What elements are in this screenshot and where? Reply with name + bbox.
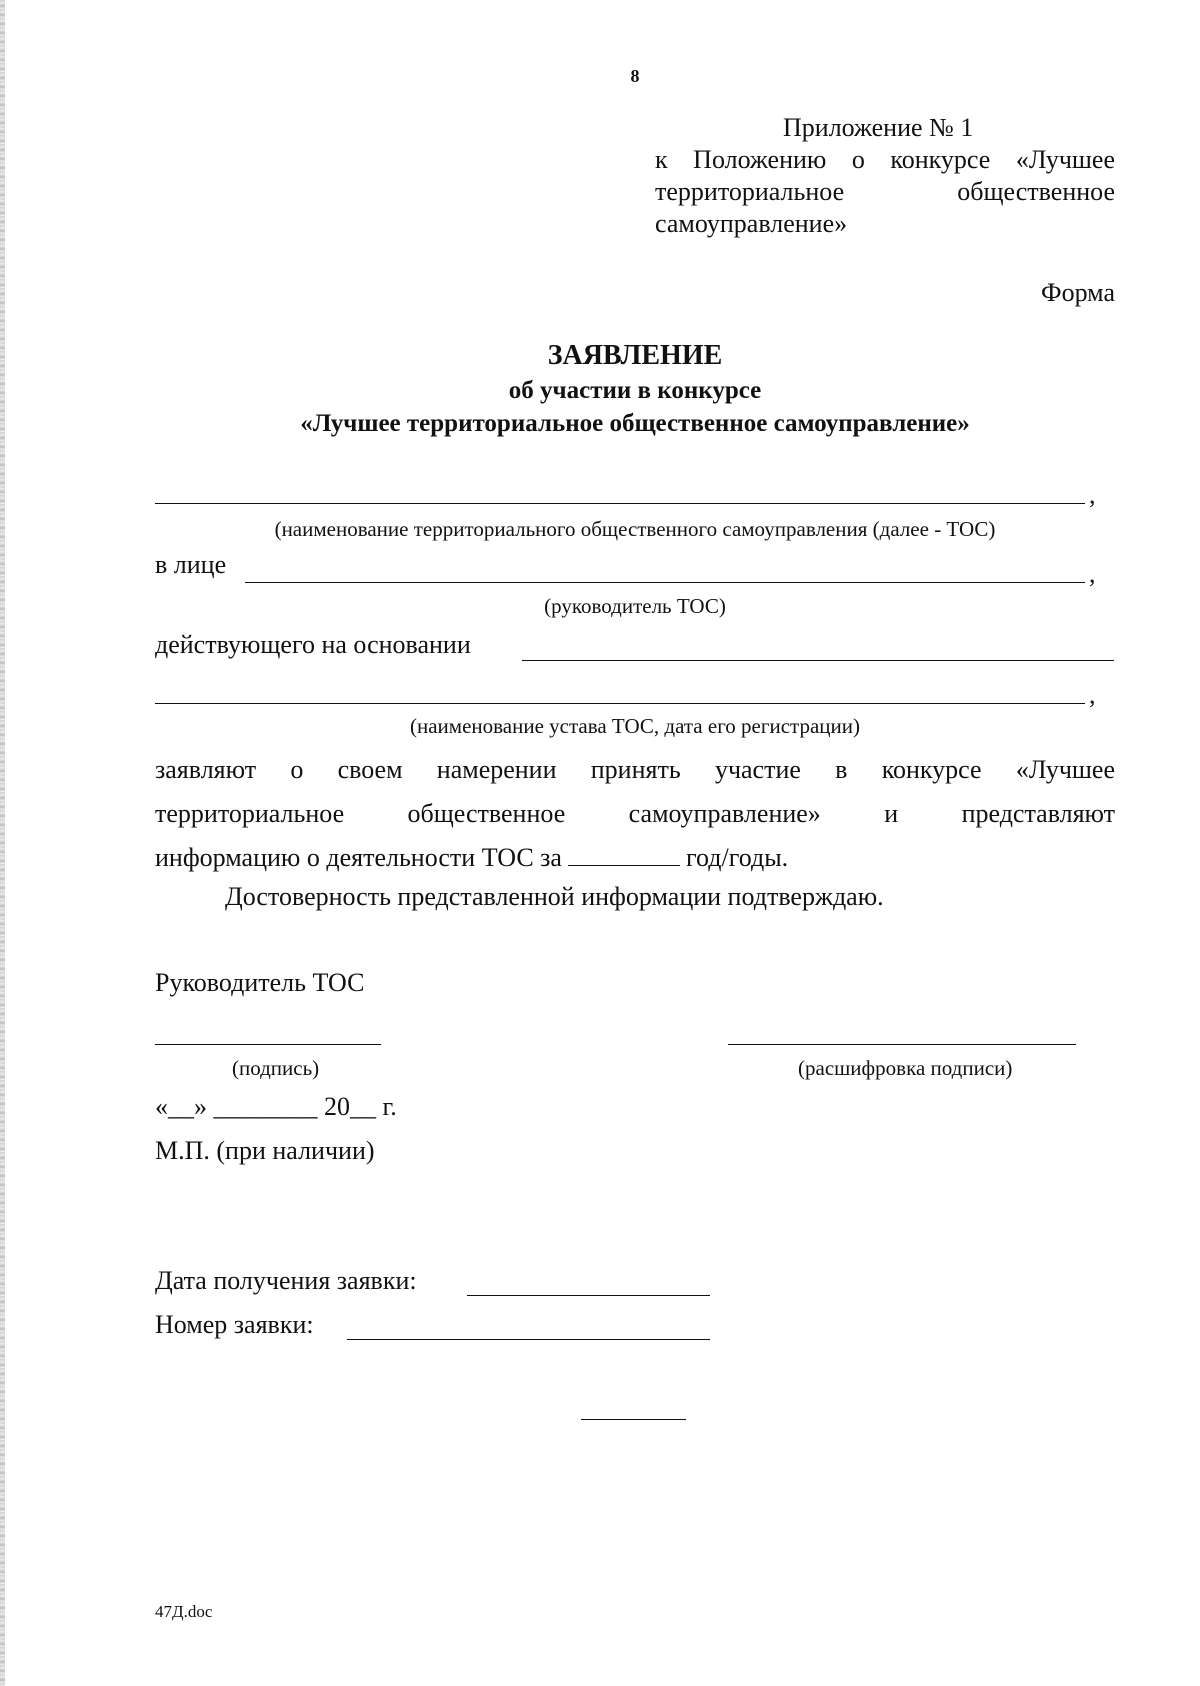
appendix-reference-line-1: к Положению о конкурсе «Лучшее — [655, 145, 1115, 174]
appendix-reference-line-2: территориальное общественное — [655, 177, 1115, 206]
receipt-date-label: Дата получения заявки: — [155, 1266, 417, 1295]
title-subtitle-2: «Лучшее территориальное общественное самоуправление» — [300, 410, 970, 437]
scan-edge-artifact — [0, 0, 5, 1686]
form-label: Форма — [1041, 278, 1115, 307]
tos-name-field[interactable] — [155, 503, 1085, 504]
statement-line-2: территориальное общественное самоуправление» и представляют — [155, 799, 1115, 828]
represented-by-label: в лице — [155, 550, 227, 579]
appendix-reference-line-3: самоуправление» — [655, 209, 848, 238]
charter-comma: , — [1089, 680, 1096, 709]
application-number-label: Номер заявки: — [155, 1310, 314, 1339]
date-line: «__» ________ 20__ г. — [155, 1092, 397, 1121]
confirmation-text: Достоверность представленной информации подтверждаю. — [225, 882, 884, 911]
tos-head-caption: (руководитель ТОС) — [544, 594, 726, 618]
signature-caption: (подпись) — [232, 1056, 320, 1080]
stamp-note: М.П. (при наличии) — [155, 1136, 375, 1165]
appendix-number: Приложение № 1 — [783, 113, 974, 142]
appendix-header — [655, 112, 1115, 240]
application-number-field[interactable] — [347, 1339, 710, 1340]
period-years-field[interactable] — [568, 841, 680, 866]
signature-decoding-caption: (расшифровка подписи) — [798, 1056, 1013, 1080]
title-subtitle-1: об участии в конкурсе — [508, 377, 762, 404]
tos-name-caption: (наименование территориального общественного самоуправления (далее - ТОС) — [274, 517, 996, 541]
statement-period-suffix: год/годы. — [685, 843, 789, 872]
title-main: ЗАЯВЛЕНИЕ — [547, 340, 723, 371]
acting-basis-label: действующего на основании — [155, 630, 471, 659]
signature-field[interactable] — [155, 1044, 381, 1045]
acting-basis-field[interactable] — [522, 660, 1114, 661]
statement-period-prefix: информацию о деятельности ТОС за — [155, 843, 562, 872]
page-number: 8 — [630, 66, 640, 86]
head-role-label: Руководитель ТОС — [155, 968, 365, 997]
statement-paragraph — [155, 748, 1115, 880]
charter-caption: (наименование устава ТОС, дата его регистрации) — [410, 714, 860, 738]
charter-field[interactable] — [155, 703, 1085, 704]
tos-head-field[interactable] — [245, 582, 1085, 583]
statement-line-3 — [155, 836, 1115, 880]
document-title — [0, 338, 1200, 440]
tos-name-comma: , — [1089, 480, 1096, 509]
receipt-date-field[interactable] — [467, 1295, 710, 1296]
footer-filename: 47Д.doc — [155, 1602, 213, 1621]
end-separator — [581, 1419, 686, 1420]
tos-head-comma: , — [1089, 559, 1096, 588]
signature-decoding-field[interactable] — [728, 1044, 1076, 1045]
statement-line-1: заявляют о своем намерении принять участие в конкурсе «Лучшее — [155, 755, 1115, 784]
